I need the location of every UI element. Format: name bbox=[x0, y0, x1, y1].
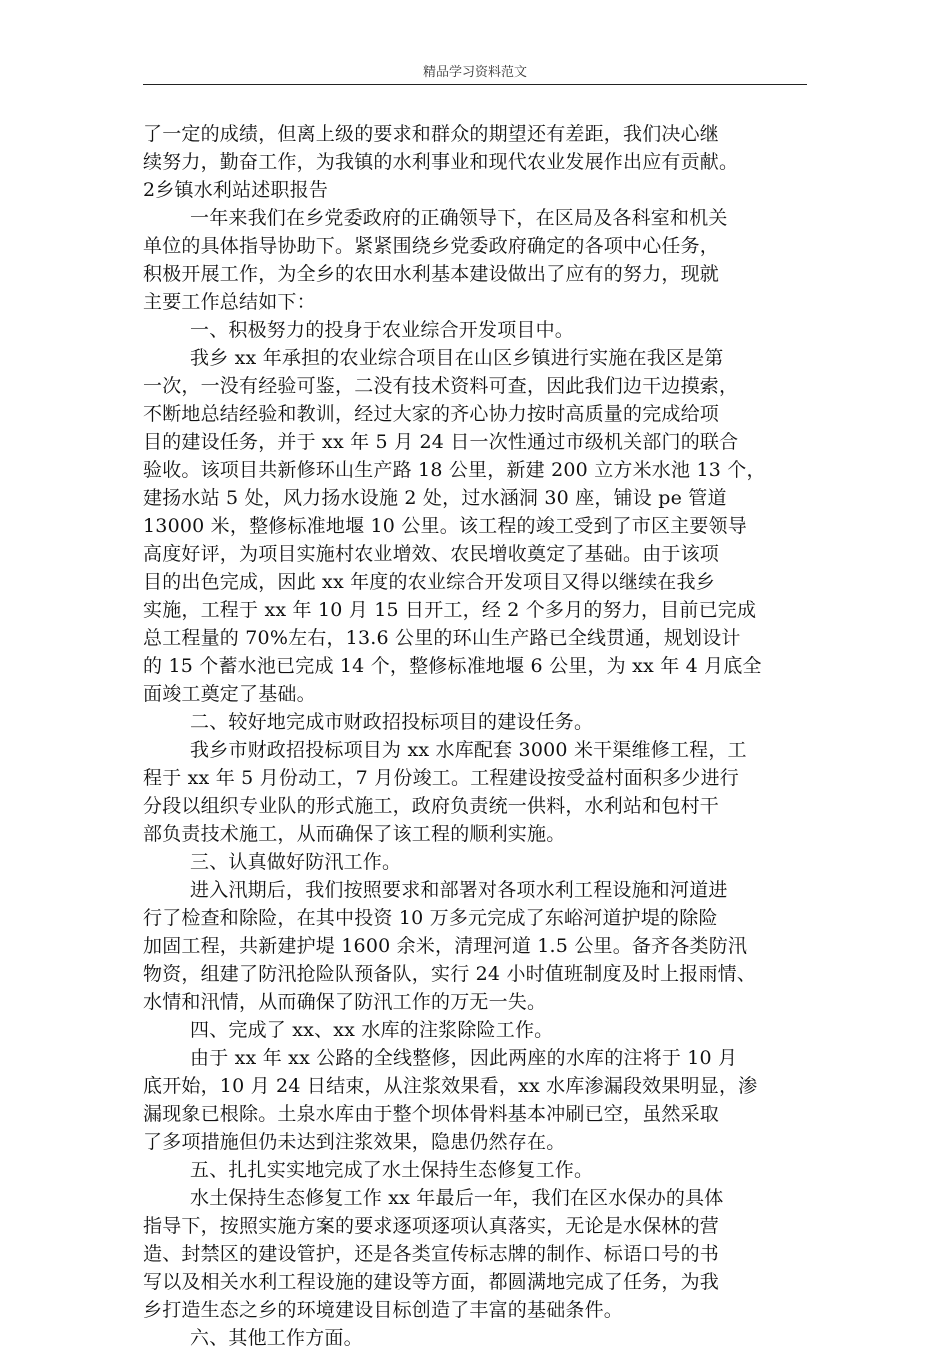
text-line: 指导下，按照实施方案的要求逐项逐项认真落实，无论是水保林的营 bbox=[143, 1215, 720, 1237]
document-body bbox=[143, 120, 807, 1352]
text-line: 实施，工程于 xx 年 10 月 15 日开工，经 2 个多月的努力，目前已完成 bbox=[143, 599, 757, 621]
text-line: 六、其他工作方面。 bbox=[190, 1327, 363, 1349]
header-rule bbox=[143, 84, 807, 85]
text-line: 三、认真做好防汛工作。 bbox=[190, 851, 402, 873]
text-line: 部负责技术施工，从而确保了该工程的顺利实施。 bbox=[143, 823, 566, 845]
text-line: 底开始，10 月 24 日结束，从注浆效果看，xx 水库渗漏段效果明显，渗 bbox=[143, 1075, 758, 1097]
text-line: 单位的具体指导协助下。紧紧围绕乡党委政府确定的各项中心任务， bbox=[143, 235, 720, 257]
text-line: 验收。该项目共新修环山生产路 18 公里，新建 200 立方米水池 13 个， bbox=[143, 459, 766, 481]
text-line: 由于 xx 年 xx 公路的全线整修，因此两座的水库的注将于 10 月 bbox=[190, 1047, 738, 1069]
text-line: 总工程量的 70%左右，13.6 公里的环山生产路已全线贯通，规划设计 bbox=[143, 627, 741, 649]
text-line: 了一定的成绩，但离上级的要求和群众的期望还有差距，我们决心继 bbox=[143, 123, 720, 145]
text-line: 漏现象已根除。土泉水库由于整个坝体骨料基本冲刷已空，虽然采取 bbox=[143, 1103, 720, 1125]
text-line: 水情和汛情，从而确保了防汛工作的万无一失。 bbox=[143, 991, 547, 1013]
text-line: 一、积极努力的投身于农业综合开发项目中。 bbox=[190, 319, 575, 341]
text-line: 目的出色完成，因此 xx 年度的农业综合开发项目又得以继续在我乡 bbox=[143, 571, 715, 593]
text-line: 二、较好地完成市财政招投标项目的建设任务。 bbox=[190, 711, 594, 733]
text-line: 造、封禁区的建设管护，还是各类宣传标志牌的制作、标语口号的书 bbox=[143, 1243, 720, 1265]
text-line: 进入汛期后，我们按照要求和部署对各项水利工程设施和河道进 bbox=[190, 879, 728, 901]
text-line: 主要工作总结如下： bbox=[143, 291, 316, 313]
text-line: 我乡市财政招投标项目为 xx 水库配套 3000 米干渠维修工程，工 bbox=[190, 739, 747, 761]
text-line: 物资，组建了防汛抢险队预备队，实行 24 小时值班制度及时上报雨情、 bbox=[143, 963, 757, 985]
text-line: 13000 米，整修标准地堰 10 公里。该工程的竣工受到了市区主要领导 bbox=[143, 515, 747, 537]
text-line: 了多项措施但仍未达到注浆效果，隐患仍然存在。 bbox=[143, 1131, 566, 1153]
text-line: 一年来我们在乡党委政府的正确领导下，在区局及各科室和机关 bbox=[190, 207, 728, 229]
text-line: 建扬水站 5 处，风力扬水设施 2 处，过水涵洞 30 座，铺设 pe 管道 bbox=[143, 487, 727, 509]
text-line: 我乡 xx 年承担的农业综合项目在山区乡镇进行实施在我区是第 bbox=[190, 347, 724, 369]
text-line: 不断地总结经验和教训，经过大家的齐心协力按时高质量的完成给项 bbox=[143, 403, 720, 425]
text-line: 水土保持生态修复工作 xx 年最后一年，我们在区水保办的具体 bbox=[190, 1187, 724, 1209]
text-line: 一次，一没有经验可鉴，二没有技术资料可查，因此我们边干边摸索， bbox=[143, 375, 739, 397]
text-line: 积极开展工作，为全乡的农田水利基本建设做出了应有的努力，现就 bbox=[143, 263, 720, 285]
text-line: 行了检查和除险，在其中投资 10 万多元完成了东峪河道护堤的除险 bbox=[143, 907, 718, 929]
text-line: 的 15 个蓄水池已完成 14 个，整修标准地堰 6 公里，为 xx 年 4 月底全 bbox=[143, 655, 762, 677]
text-line: 续努力，勤奋工作，为我镇的水利事业和现代农业发展作出应有贡献。 bbox=[143, 151, 739, 173]
text-line: 五、扎扎实实地完成了水土保持生态修复工作。 bbox=[190, 1159, 594, 1181]
text-line: 程于 xx 年 5 月份动工，7 月份竣工。工程建设按受益村面积多少进行 bbox=[143, 767, 740, 789]
text-line: 分段以组织专业队的形式施工，政府负责统一供料，水利站和包村干 bbox=[143, 795, 720, 817]
page-header: 精品学习资料范文 bbox=[422, 65, 527, 80]
text-line: 乡打造生态之乡的环境建设目标创造了丰富的基础条件。 bbox=[143, 1299, 624, 1321]
text-line: 高度好评，为项目实施村农业增效、农民增收奠定了基础。由于该项 bbox=[143, 543, 720, 565]
text-line: 加固工程，共新建护堤 1600 余米，清理河道 1.5 公里。备齐各类防汛 bbox=[143, 935, 748, 957]
text-line: 2乡镇水利站述职报告 bbox=[143, 179, 329, 201]
text-line: 面竣工奠定了基础。 bbox=[143, 683, 316, 705]
text-line: 目的建设任务，并于 xx 年 5 月 24 日一次性通过市级机关部门的联合 bbox=[143, 431, 739, 453]
text-line: 四、完成了 xx、xx 水库的注浆除险工作。 bbox=[190, 1019, 554, 1041]
text-line: 写以及相关水利工程设施的建设等方面，都圆满地完成了任务，为我 bbox=[143, 1271, 720, 1293]
